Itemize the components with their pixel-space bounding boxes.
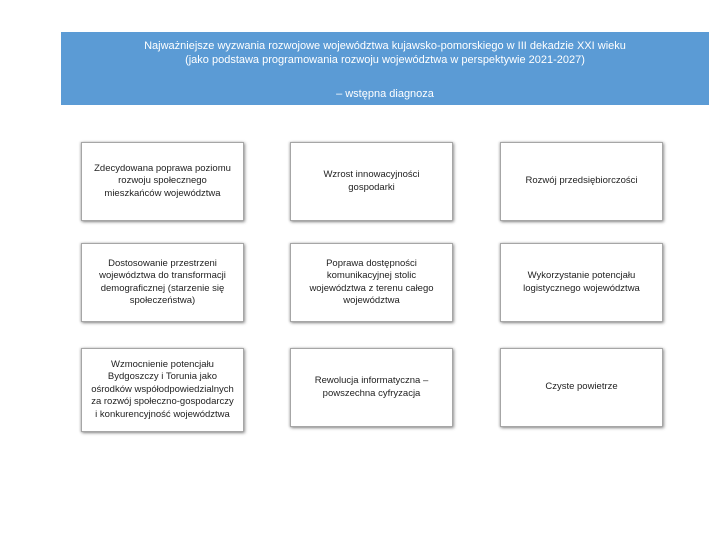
challenge-label: Czyste powietrze bbox=[545, 381, 618, 393]
challenge-card-clean-air bbox=[500, 348, 663, 427]
challenge-label: Rozwój przedsiębiorczości bbox=[525, 175, 638, 187]
title-banner bbox=[61, 32, 709, 105]
challenge-card-demographic-adaptation bbox=[81, 243, 244, 322]
challenge-card-transport-accessibility bbox=[290, 243, 453, 322]
challenge-card-innovation bbox=[290, 142, 453, 221]
challenge-card-social-development bbox=[81, 142, 244, 221]
challenge-label: Dostosowanie przestrzeni województwa do transformacji demograficznej (starzenie się społeczeństwa) bbox=[99, 257, 226, 306]
title-line-2: (jako podstawa programowania rozwoju województwa w perspektywie 2021-2027) bbox=[185, 54, 585, 66]
challenge-label: Wykorzystanie potencjału logistycznego województwa bbox=[523, 270, 640, 294]
challenge-label: Zdecydowana poprawa poziomu rozwoju społecznego mieszkańców województwa bbox=[94, 162, 231, 199]
challenge-card-entrepreneurship bbox=[500, 142, 663, 221]
challenge-label: Poprawa dostępności komunikacyjnej stolic województwa z terenu całego województwa bbox=[309, 257, 434, 306]
challenge-label: Wzmocnienie potencjału Bydgoszczy i Torunia jako ośrodków współodpowiedzialnych za rozwój społeczno-gospodarczy i konkurencyjność województwa bbox=[91, 358, 234, 420]
title-line-1: Najważniejsze wyzwania rozwojowe województwa kujawsko-pomorskiego w III dekadzie XXI wieku bbox=[144, 40, 626, 52]
challenge-card-bydgoszcz-torun bbox=[81, 348, 244, 432]
challenge-card-logistics bbox=[500, 243, 663, 322]
challenge-label: Rewolucja informatyczna – powszechna cyfryzacja bbox=[314, 375, 429, 399]
challenge-card-digitalization bbox=[290, 348, 453, 427]
challenge-label: Wzrost innowacyjności gospodarki bbox=[323, 169, 420, 193]
subtitle: – wstępna diagnoza bbox=[336, 88, 434, 100]
